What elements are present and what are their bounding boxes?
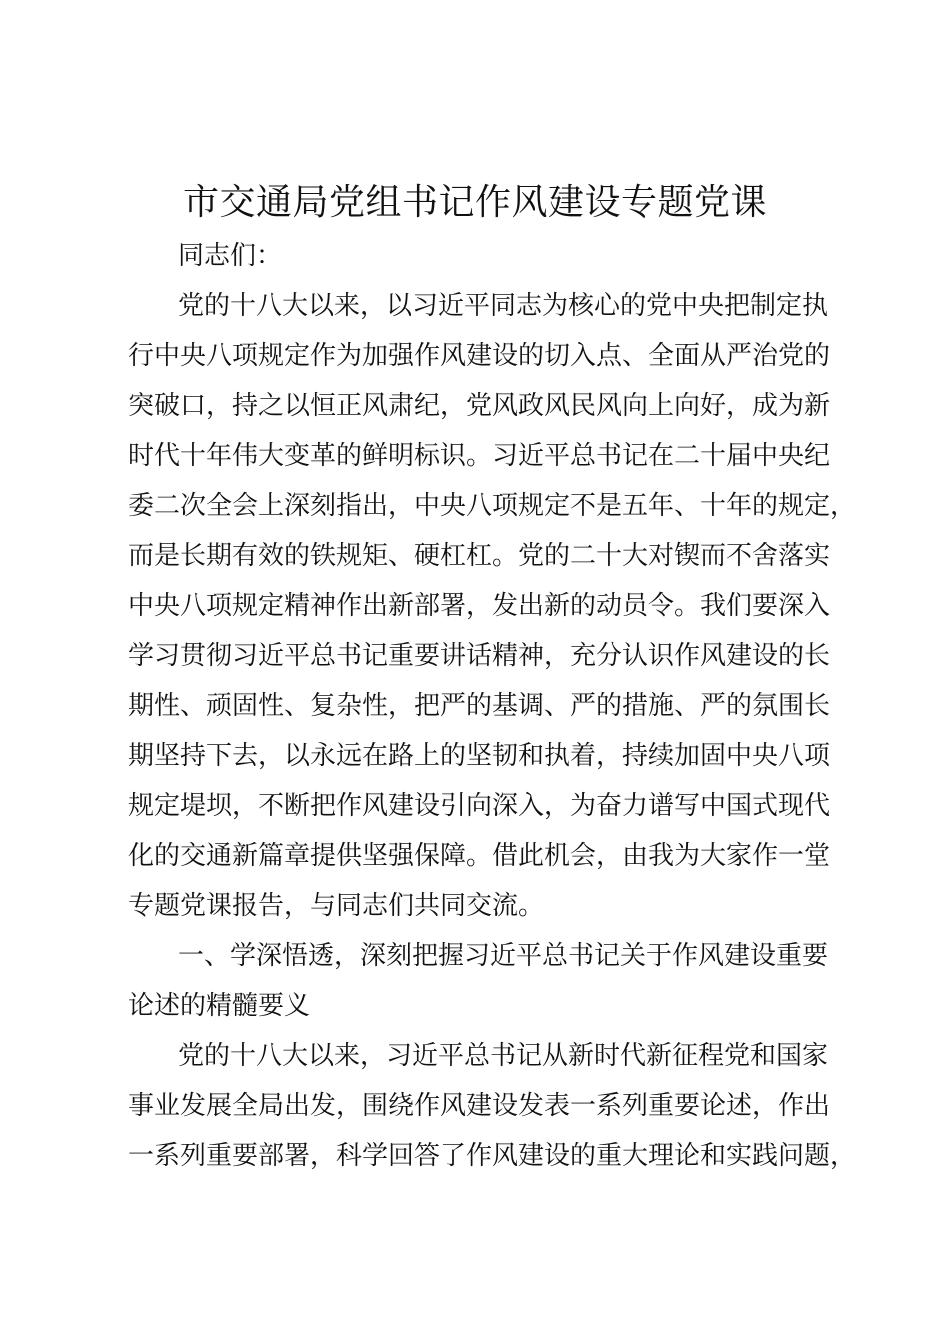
paragraph-line: 一系列重要部署，科学回答了作风建设的重大理论和实践问题， (128, 1141, 857, 1171)
paragraph-line: 化的交通新篇章提供坚强保障。借此机会，由我为大家作一堂 (128, 841, 831, 871)
paragraph-line: 学习贯彻习近平总书记重要讲话精神，充分认识作风建设的长 (128, 641, 831, 671)
paragraph-line: 期性、顽固性、复杂性，把严的基调、严的措施、严的氛围长 (128, 691, 831, 721)
paragraph-line: 规定堤坝，不断把作风建设引向深入，为奋力谱写中国式现代 (128, 791, 831, 821)
document-title: 市交通局党组书记作风建设专题党课 (182, 182, 767, 223)
paragraph-line: 中央八项规定精神作出新部署，发出新的动员令。我们要深入 (128, 591, 831, 621)
paragraph-line: 委二次全会上深刻指出，中央八项规定不是五年、十年的规定， (128, 491, 857, 521)
paragraph-line: 而是长期有效的铁规矩、硬杠杠。党的二十大对锲而不舍落实 (128, 541, 831, 571)
paragraph-line: 突破口，持之以恒正风肃纪，党风政风民风向上向好，成为新 (128, 391, 831, 421)
paragraph-line: 期坚持下去，以永远在路上的坚韧和执着，持续加固中央八项 (128, 741, 831, 771)
paragraph-line: 专题党课报告，与同志们共同交流。 (128, 891, 545, 921)
salutation: 同志们： (178, 241, 283, 271)
paragraph-line: 党的十八大以来，习近平总书记从新时代新征程党和国家 (178, 1041, 829, 1071)
heading-line: 论述的精髓要义 (128, 991, 311, 1021)
heading-line: 一、学深悟透，深刻把握习近平总书记关于作风建设重要 (178, 941, 829, 971)
paragraph-line: 党的十八大以来，以习近平同志为核心的党中央把制定执 (178, 291, 829, 321)
paragraph-line: 事业发展全局出发，围绕作风建设发表一系列重要论述，作出 (128, 1091, 831, 1121)
paragraph-line: 时代十年伟大变革的鲜明标识。习近平总书记在二十届中央纪 (128, 441, 831, 471)
paragraph-line: 行中央八项规定作为加强作风建设的切入点、全面从严治党的 (128, 341, 831, 371)
